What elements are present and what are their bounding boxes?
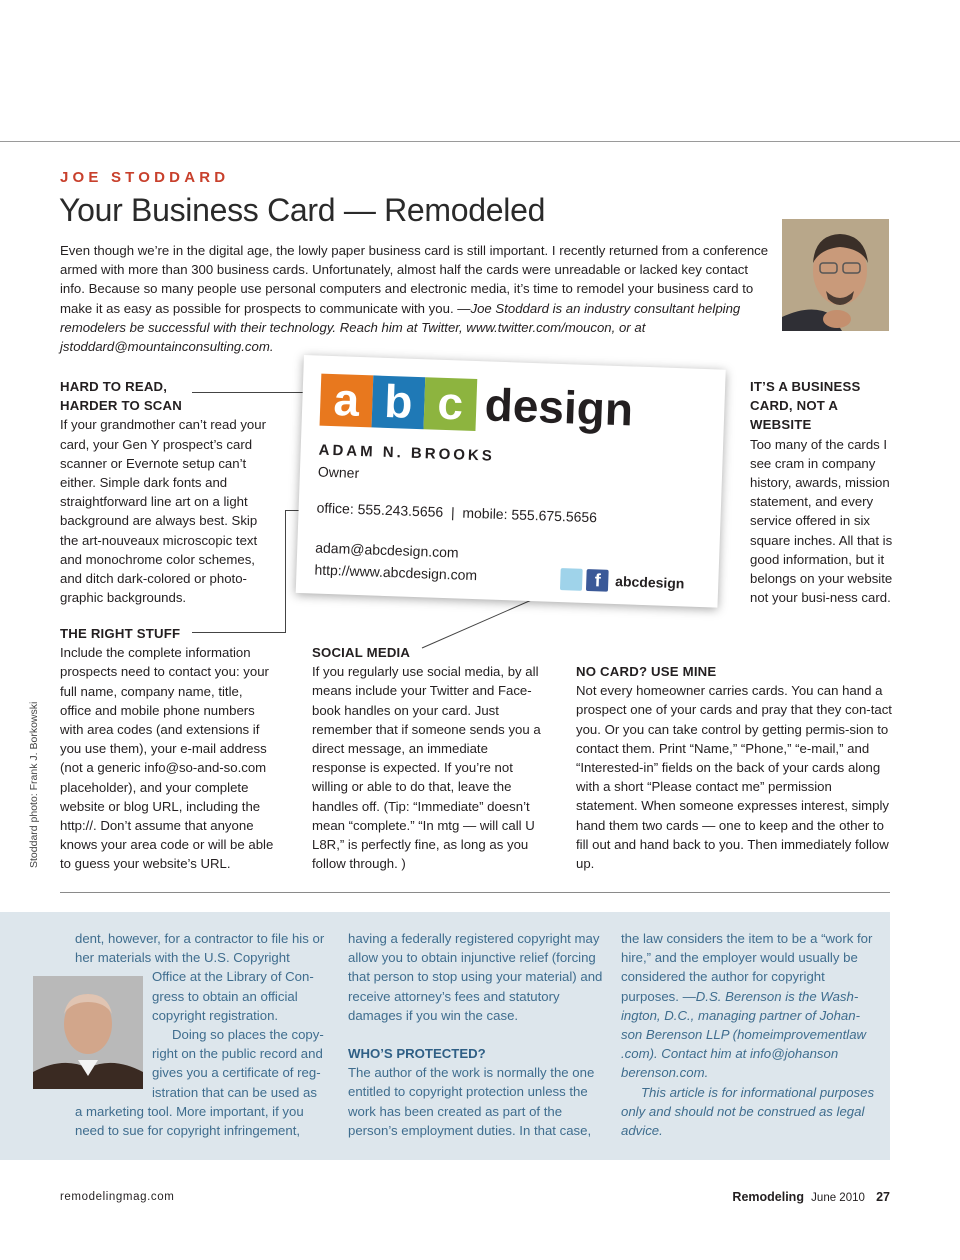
footer-info <box>732 1190 890 1204</box>
logo-letter-c: c <box>423 377 477 431</box>
section-no-card <box>576 662 894 873</box>
facebook-icon: f <box>586 569 609 592</box>
sidebar-text: Doing so places the copy-right on the public record and gives you a certificate of reg-istration that can be used as <box>152 1027 324 1100</box>
sidebar-bio: —D.S. Berenson is the Wash-ington, D.C., managing partner of Johan-son Berenson LLP (homeimprovementlaw .com). Contact him at info@johanson berenson.com. <box>621 988 867 1081</box>
sidebar-heading: WHO’S PROTECTED? <box>348 1046 486 1062</box>
card-role: Owner <box>317 463 360 481</box>
section-body: Include the complete information prospects need to contact you: your full name, company name, title, office and mobile phone numbers with area codes (and extensions if you use them), your e-mail address (not a generic info@so-and-so.com placeholder), and your complete website or blog URL, including the http://. Don’t assume that anyone knows your area code or will be able to guess your website’s URL. <box>60 645 274 872</box>
section-body: If your grandmother can’t read your card, your Gen Y prospect’s card scanner or Evernote setup can’t either. Simple dark fonts and straightforward line art on a light background are always best. Skip the art-nouveaux microscopic text and monochrome color schemes, and ditch dark-colored or photo-graphic backgrounds. <box>60 417 266 606</box>
social-handle: abcdesign <box>614 573 685 592</box>
intro-paragraph <box>60 241 772 356</box>
sidebar-text: dent, however, for a contractor to file his or her materials with the U.S. Copyright <box>75 931 325 966</box>
section-heading: SOCIAL MEDIA <box>312 645 411 660</box>
section-heading: THE RIGHT STUFF <box>60 626 181 641</box>
card-phones: office: 555.243.5656 | mobile: 555.675.5656 <box>316 499 598 526</box>
footer-page-number: 27 <box>876 1190 890 1204</box>
logo-letter-b: b <box>372 375 426 429</box>
sidebar-text: the law considers the item to be a “work for hire,” and the employer would usually be considered the author for copyright purposes. <box>621 931 873 1004</box>
section-heading: IT’S A BUSINESS <box>750 379 861 394</box>
logo-brand-text: design <box>483 378 634 436</box>
section-heading: HARDER TO SCAN <box>60 398 182 414</box>
section-body: Not every homeowner carries cards. You can hand a prospect one of your cards and pray that they con-tact you. Or you can take control by getting permis-sion to contact them. Print “Name,” “Phone,” “e-mail,” and “Interested-in” fields on the back of your cards along with a short “Please contact me” permission statement. When someone expresses interest, simply hand them two cards — one to keep and the other to fill out and hand back to you. Then immediately follow up. <box>576 683 892 872</box>
author-photo <box>782 219 889 331</box>
sidebar-disclaimer: This article is for informational purposes only and should not be construed as legal advice. <box>621 1084 875 1139</box>
sidebar-col2 <box>348 929 603 1140</box>
business-card <box>296 355 726 608</box>
section-website <box>750 377 895 607</box>
card-social <box>560 568 685 594</box>
section-heading: WEBSITE <box>750 417 812 433</box>
sidebar-text: Office at the Library of Con-gress to obtain an official copyright registration. <box>152 969 314 1023</box>
footer-magazine: Remodeling <box>732 1190 804 1204</box>
sidebar-text: The author of the work is normally the one entitled to copyright protection unless the work has been created as part of the person’s employment duties. In that case, <box>348 1065 595 1138</box>
footer-issue: June 2010 <box>811 1192 865 1204</box>
sidebar-col3 <box>621 929 876 1140</box>
callout-line-right-stuff-top <box>285 510 299 511</box>
sidebar-text: a marketing tool. More important, if you need to sue for copyright infringement, <box>75 1103 304 1139</box>
author-bio: —Joe Stoddard is an industry consultant helping remodelers be successful with their technology. Reach him at Twitter, www.twitter.com/moucon, or at jstoddard@mountainconsulting.com. <box>60 300 741 355</box>
article-title: Your Business Card — Remodeled <box>59 192 546 228</box>
card-logo <box>320 374 634 437</box>
section-divider <box>60 892 890 893</box>
footer-site: remodelingmag.com <box>60 1191 175 1203</box>
section-right-stuff <box>60 624 275 874</box>
callout-line-right-stuff-vertical <box>285 510 286 633</box>
author-name: JOE STODDARD <box>60 169 230 186</box>
section-social-media <box>312 643 542 873</box>
intro-text: Even though we’re in the digital age, the lowly paper business card is still important. I recently returned from a conference armed with more than 300 business cards. Unfortunately, almost half the cards were unreadable or lacked key contact info. Because so many people use personal computers and electronic media, it’s time to remodel your business card to make it as easy as possible for prospects to communicate with you. <box>60 243 769 316</box>
top-rule <box>0 141 960 142</box>
section-heading: HARD TO READ, <box>60 379 168 394</box>
section-heading: CARD, NOT A <box>750 398 839 414</box>
photo-credit: Stoddard photo: Frank J. Borkowski <box>28 701 40 868</box>
callout-line-right-stuff <box>192 632 285 633</box>
sidebar-col1 <box>75 929 325 1140</box>
sidebar-text: having a federally registered copyright may allow you to obtain injunctive relief (forcing that person to stop using your material) and receive attorney’s fees and statutory damages if you win the case. <box>348 931 603 1023</box>
section-body: Too many of the cards I see cram in company history, awards, mission statement, and every service offered in six square inches. All that is good information, but it belongs on your website not your busi-ness card. <box>750 436 893 606</box>
logo-letter-a: a <box>320 374 374 428</box>
card-email: adam@abcdesign.com <box>315 539 459 561</box>
section-heading: NO CARD? USE MINE <box>576 664 717 679</box>
card-name: ADAM N. BROOKS <box>318 441 496 465</box>
twitter-icon <box>560 568 583 591</box>
card-url: http://www.abcdesign.com <box>314 561 478 584</box>
section-hard-to-read <box>60 377 275 607</box>
section-body: If you regularly use social media, by all means include your Twitter and Face-book handles on your card. Just remember that if someone sends you a direct message, an immediate response is expected. If you’re not willing or able to do that, leave the handles off. (Tip: “Immediate” doesn’t mean “complete.” “In mtg — will call U L8R,” is perfectly fine, as long as you follow through. ) <box>312 664 541 872</box>
